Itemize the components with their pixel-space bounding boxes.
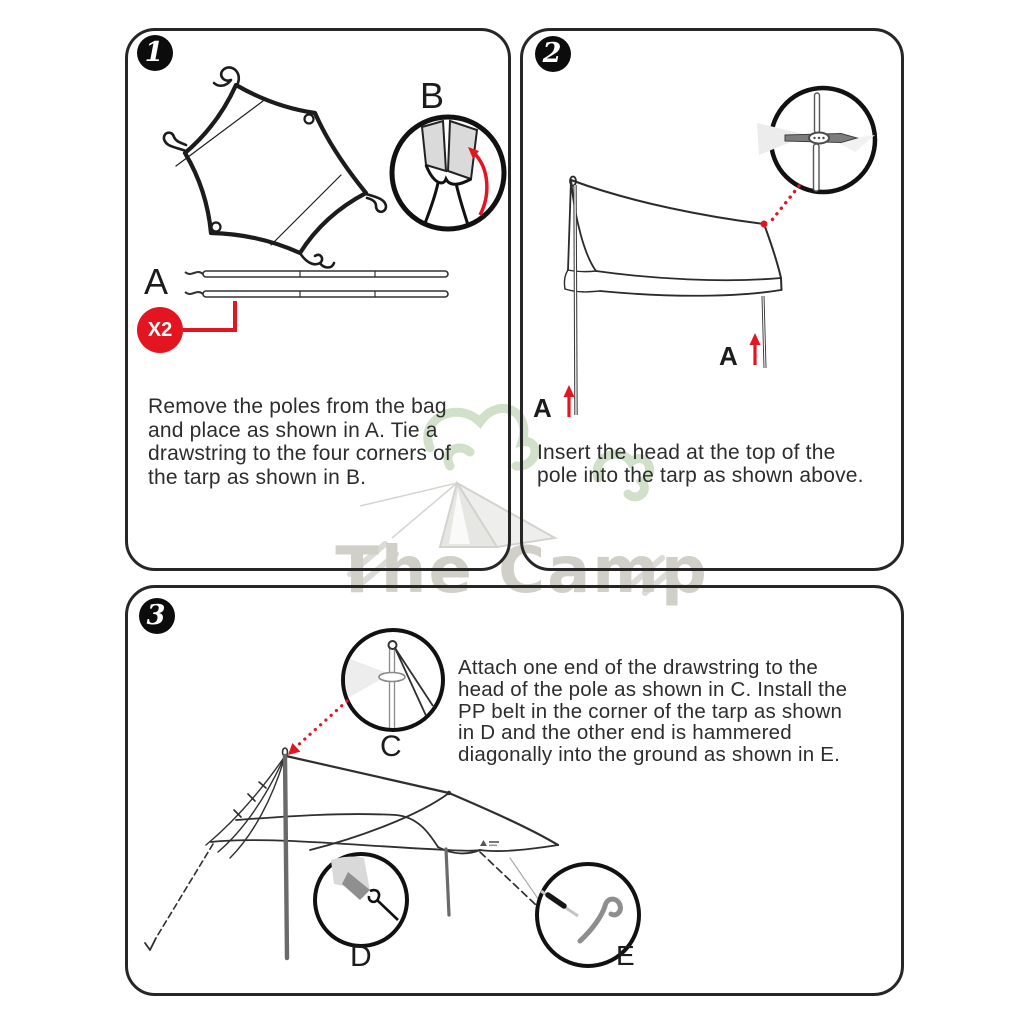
text-line: drawstring to the four corners of (148, 442, 452, 465)
brand-mark-icon (480, 840, 499, 846)
step-3-illustration (128, 588, 901, 993)
step-2-panel (520, 28, 904, 571)
text-line: Remove the poles from the bag (148, 395, 447, 418)
quantity-x2-badge (137, 307, 183, 353)
step-2-instructions (537, 442, 864, 487)
washer (379, 673, 405, 682)
pole-pair (185, 271, 448, 297)
label-a: A (144, 261, 169, 302)
step-2-badge (535, 36, 571, 72)
step-number: 3 (146, 600, 166, 631)
step-1-instructions (148, 395, 451, 489)
step-1-panel (125, 28, 511, 571)
text-line: the tarp as shown in B. (148, 465, 367, 489)
tarp-flat-outline (164, 67, 386, 267)
text-line: and place as shown in A. Tie a (148, 418, 438, 442)
step-number: 2 (542, 38, 562, 69)
text-line: diagonally into the ground as shown in E. (458, 743, 841, 767)
step-1-badge (137, 35, 173, 71)
label-b: B (420, 75, 445, 116)
pole-head-ball (389, 641, 397, 649)
detail-pointer-dotted-line (761, 186, 800, 228)
text-line: in D and the other end is hammered (458, 721, 792, 745)
x2-connector-line (183, 301, 235, 330)
label-c: C (380, 730, 402, 763)
corner-belt-detail-circle-d (315, 854, 407, 946)
brand-watermark-text: The Camp (335, 534, 709, 608)
label-a-left: A (533, 393, 552, 423)
text-line: head of the pole as shown in C. Install the (458, 677, 848, 701)
label-a-right: A (719, 341, 738, 371)
step-3-badge (139, 598, 175, 634)
step-2-illustration (523, 31, 901, 568)
label-d: D (350, 940, 372, 973)
label-e: E (616, 940, 635, 971)
step-3-instructions (458, 657, 847, 766)
corner-detail-circle-b (392, 117, 504, 229)
step-3-panel (125, 585, 904, 996)
step-number: 1 (144, 37, 164, 68)
pole-head-detail-circle (757, 88, 875, 192)
text-line: Insert the head at the top of the (537, 441, 836, 464)
text-line: PP belt in the corner of the tarp as shown (458, 699, 843, 723)
tarp-on-pole (564, 177, 781, 296)
pole-head-detail-circle-c (342, 630, 443, 730)
text-line: pole into the tarp as shown above. (537, 463, 864, 487)
quantity-text: X2 (147, 318, 173, 341)
text-line: Attach one end of the drawstring to the (458, 656, 818, 679)
detail-pointer-dotted-arrow (288, 701, 347, 755)
